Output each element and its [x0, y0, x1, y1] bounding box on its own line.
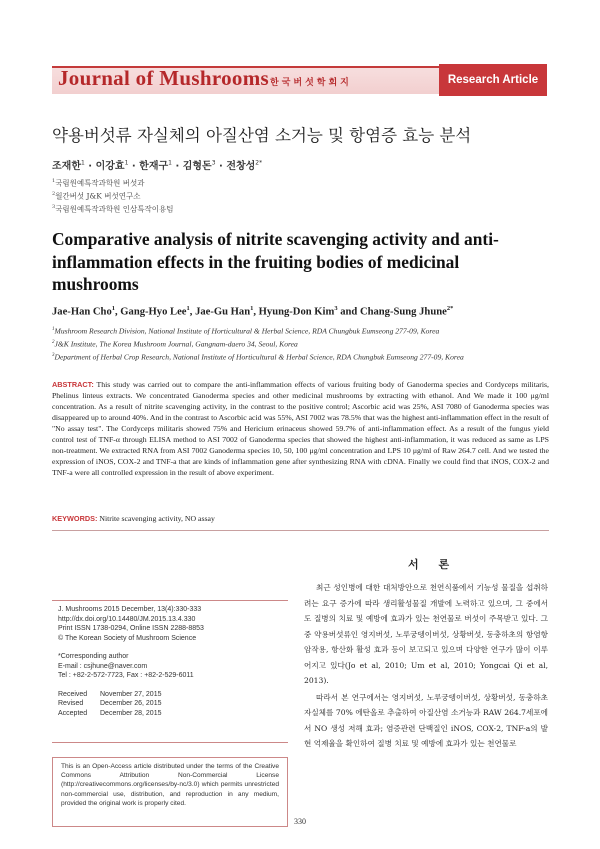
title-english: Comparative analysis of nitrite scavenging activity and anti-inflammation effects in the fruiting bodies of medicinal mushrooms [52, 229, 499, 294]
introduction-body [304, 580, 548, 753]
affiliation-ko [52, 189, 174, 202]
author-sup: 1 [111, 305, 115, 312]
section-divider [52, 530, 549, 531]
affiliation-en [52, 324, 464, 337]
abstract [52, 380, 549, 479]
keywords [52, 514, 215, 523]
affil-text: Mushroom Research Division, National Institute of Horticultural & Herbal Science, RDA Chungbuk Eumseong 277-09, Korea [54, 326, 440, 336]
author-en: Jae-Han Cho [52, 306, 112, 318]
copyright: © The Korean Society of Mushroom Science [58, 634, 197, 642]
author-ko: 한재구 [139, 161, 169, 172]
tel-fax: Tel : +82-2-572-7723, Fax : +82-2-529-6011 [58, 672, 194, 679]
affil-text: 월간버섯 J&K 버섯연구소 [55, 191, 141, 201]
author-en: Gang-Hyo Lee [120, 306, 187, 318]
doi-link[interactable]: http://dx.doi.org/10.14480/JM.2015.13.4.330 [58, 615, 196, 623]
author-sup: 1 [250, 305, 254, 312]
affil-text: Department of Herbal Crop Research, National Institute of Horticultural & Herbal Science, RDA Chungbuk Eumseong 277-09, Korea [54, 352, 464, 362]
author-sup: 1 [80, 159, 85, 167]
author-ko: 전창성 [226, 161, 256, 172]
affiliations-korean [52, 176, 174, 215]
date-row-revised [58, 699, 282, 709]
issn: Print ISSN 1738-0294, Online ISSN 2288-8853 [58, 625, 204, 632]
page-number: 330 [294, 817, 306, 826]
affil-sup: 2 [52, 339, 55, 345]
affiliation-en [52, 350, 464, 363]
affiliation-ko [52, 176, 174, 189]
date-value: November 27, 2015 [100, 690, 162, 698]
author-sup: 1 [168, 159, 172, 167]
license-notice: This is an Open-Access article distributed under the terms of the Creative Commons Attribution Non-Commercial License (http://creativecommons.org/licenses/by-nc/3.0) which permits unrestricted non-commercial use, distribution, and reproduction in any medium, provided the original work is properly cited. [52, 757, 288, 827]
affiliation-ko [52, 202, 174, 215]
affil-text: J&K Institute, The Korea Mushroom Journal, Gangnam-daero 34, Seoul, Korea [54, 339, 298, 349]
affil-sup: 3 [52, 204, 56, 210]
section-title-introduction: 서 론 [408, 558, 458, 571]
corresponding-label: *Corresponding author [58, 653, 129, 660]
affil-sup: 2 [52, 191, 56, 197]
authors-english: Jae-Han Cho$^1$, Gang-Hyo Lee$^1$, Jae-Gu Han$^1$, Hyung-Don Kim$^3$ and Chang-Sung Jhune$^{2*}$ [52, 305, 454, 318]
body-paragraph: 최근 성인병에 대한 대처방안으로 천연식품에서 기능성 물질을 섭취하려는 요구 증가에 따라 생리활성물질 개발에 노력하고 있으며, 그 중에서도 질병의 치료 및 예방에 효과가 있는 천연물로 버섯이 주목받고 있다. 그 중 약용버섯류인 영지버섯, 노루궁뎅이버섯, 상황버섯, 동충하초의 항염항암작용, 항산화 활성 효과 등이 보고되고 있으며 다양한 연구가 많이 이루어지고 있다(Jo et al, 2010; Um et al, 2010; Yongcai Qi et al, 2013). [304, 583, 548, 685]
article-info-box [52, 600, 288, 743]
affil-text: 국립원예특작과학원 인삼특작이용팀 [55, 204, 174, 214]
author-en: Chang-Sung Jhune [359, 306, 447, 318]
abstract-label: ABSTRACT: [52, 380, 94, 389]
author-sup: 3 [211, 159, 216, 167]
body-paragraph: 따라서 본 연구에서는 영지버섯, 노루궁뎅이버섯, 상황버섯, 동충하초 자실체를 70% 에탄올로 추출하여 아질산염 소거능과 RAW 264.7세포에서 NO 생성 저해 효과; 염증관련 단백질인 iNOS, COX-2, TNF-a의 발현 억제율을 확인하여 질병 치료 및 예방에 효과가 있는 천연물로 [304, 692, 548, 748]
date-value: December 26, 2015 [100, 700, 162, 707]
keywords-label: KEYWORDS: [52, 514, 98, 523]
abstract-text: This study was carried out to compare the anti-inflammation effects of various fruiting body of Ganoderma species and Cordyceps militaris, Phelinus linteus extracts. We concentrated Ganoderma species and other medicinal mushrooms by extracting with ethanol. And We made it 100 μg/ml concentration. As a result of nitrite scavenging activity, in the contrast to the positive control; Ascorbic acid was 25%, ASI 7080 of Ganoderma species was disappeared up to around 40%. And in the contrast to Ascorbic acid was 55%, ASI 7002 was 78.5% that was the highest anti-inflammation effect in the result of "No assay test". The Cordyceps militaris showed 75% and Hericium erinaceus showed 59.7% of anti-inflammation effect. As a result of the fungus yield control test of TNF-α through ELISA method to ASI 7002 of Ganoderma species that showed the highest anti-inflammation, it was reduced as same as LPS non-treatment. We extracted RNA from ASI 7002 Ganoderma species 10, 50, 100 μg/ml concentration and LPS 10 μg/ml of Raw 264.7 cell. And we tested the expression of iNOS, COX-2 and TNF-a that are kinds of inflammation gene after synthesizing RNA with cDNA. Finally we could find that iNOS, COX-2 and TNF-a were all controlled expression in the result of above experiment. [52, 380, 549, 477]
author-ko: 조재한 [52, 161, 81, 172]
journal-header [52, 64, 547, 100]
author-sup: 2* [255, 159, 263, 167]
author-en: Jae-Gu Han [195, 306, 251, 318]
date-row-received [58, 690, 282, 700]
author-en: Hyung-Don Kim [258, 306, 335, 318]
authors-korean: 조재한$^1$ · 이강효$^1$ · 한재구$^1$ · 김형돈$^3$ · 전창성$^{2*}$ [52, 159, 263, 172]
article-type-badge: Research Article [439, 64, 547, 96]
keywords-text: Nitrite scavenging activity, NO assay [99, 514, 215, 523]
author-sup: 2* [446, 305, 454, 312]
citation: J. Mushrooms 2015 December, 13(4):330-333 [58, 606, 202, 613]
affil-sup: 3 [52, 352, 55, 358]
affil-text: 국립원예특작과학원 버섯과 [55, 178, 145, 188]
journal-korean-title: 한국버섯학회지 [270, 78, 352, 88]
date-label: Received [58, 690, 88, 698]
date-value: December 28, 2015 [100, 709, 162, 717]
author-ko: 이강효 [95, 161, 125, 172]
affil-sup: 1 [52, 178, 56, 184]
author-ko: 김형돈 [182, 161, 212, 172]
date-label: Accepted [58, 709, 88, 717]
date-label: Revised [58, 700, 84, 707]
author-sup: 3 [334, 305, 338, 312]
date-row-accepted [58, 709, 282, 719]
title-korean: 약용버섯류 자실체의 아질산염 소거능 및 항염증 효능 분석 [52, 126, 472, 145]
author-sup: 1 [186, 305, 190, 312]
journal-title: Journal of Mushrooms [58, 66, 269, 90]
affil-sup: 1 [52, 327, 55, 332]
email-link[interactable]: E-mail : csjhune@naver.com [58, 662, 148, 670]
author-sup: 1 [124, 159, 129, 167]
affiliations-english [52, 324, 464, 362]
affiliation-en [52, 337, 464, 350]
